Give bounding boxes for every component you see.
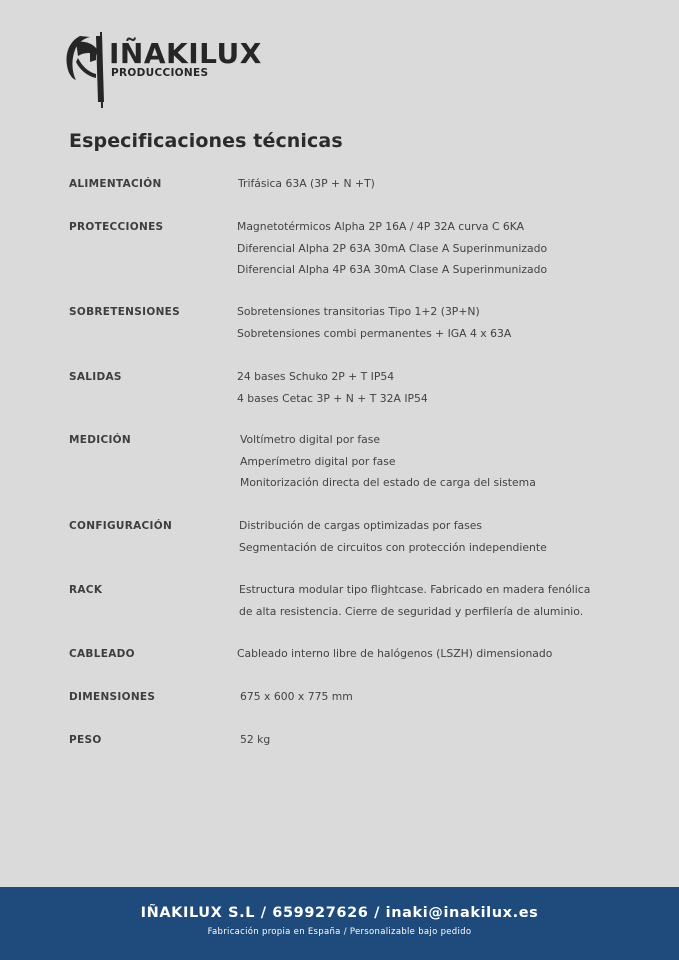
spec-label-medicion: MEDICIÓN [69,434,131,446]
brand-subtitle: PRODUCCIONES [111,67,209,79]
spec-values-alimentacion [238,177,375,199]
footer-bar [0,887,679,960]
spec-value-line: Estructura modular tipo flightcase. Fabricado en madera fenólica [239,583,591,596]
footer-contact: IÑAKILUX S.L / 659927626 / inaki@inakilux.es [140,905,539,921]
spec-value-line: de alta resistencia. Cierre de seguridad y perfilería de aluminio. [239,604,584,618]
brand-logo [62,30,302,108]
brand-name: IÑAKILUX [109,37,262,70]
spec-value-line: Trifásica 63A (3P + N +T) [238,177,375,190]
spec-value-line: Diferencial Alpha 4P 63A 30mA Clase A Superinmunizado [237,263,548,276]
spec-label-protecciones: PROTECCIONES [69,221,164,233]
spec-label-cableado: CABLEADO [69,648,135,660]
spec-label-sobretensiones: SOBRETENSIONES [69,306,180,318]
spec-value-line: Segmentación de circuitos con protección independiente [239,540,547,554]
spec-label-rack: RACK [69,584,103,596]
spec-label-salidas: SALIDAS [69,371,122,383]
spec-label-peso: PESO [69,734,102,746]
spec-value-line: Monitorización directa del estado de carga del sistema [240,476,536,489]
spec-values-medicion [240,433,536,498]
spec-label-alimentacion: ALIMENTACIÓN [69,178,162,190]
spec-value-line: 52 kg [240,733,271,746]
spec-value-line: Sobretensiones combi permanentes + IGA 4 x 63A [237,326,512,340]
footer-tagline: Fabricación propia en España / Personalizable bajo pedido [207,927,472,937]
spec-values-peso [240,733,270,755]
spec-value-line: Voltímetro digital por fase [240,433,381,446]
spec-value-line: Amperímetro digital por fase [240,454,396,468]
spec-value-line: Sobretensiones transitorias Tipo 1+2 (3P+N) [237,305,480,318]
spec-label-dimensiones: DIMENSIONES [69,691,156,703]
spec-values-protecciones [237,220,547,285]
spec-values-dimensiones [240,690,353,712]
spec-value-line: 675 x 600 x 775 mm [240,690,353,703]
spec-value-line: Magnetotérmicos Alpha 2P 16A / 4P 32A curva C 6KA [237,220,525,233]
spec-values-cableado [237,647,552,669]
spec-values-rack [239,583,590,626]
page-title: Especificaciones técnicas [69,130,343,152]
spec-label-configuracion: CONFIGURACIÓN [69,520,173,532]
spec-value-line: 4 bases Cetac 3P + N + T 32A IP54 [237,391,428,405]
spec-values-salidas [237,370,428,413]
spec-value-line: Distribución de cargas optimizadas por fases [239,519,483,532]
spec-value-line: Diferencial Alpha 2P 63A 30mA Clase A Superinmunizado [237,241,548,255]
lighthouse-logo-icon [62,30,116,108]
spec-values-configuracion [239,519,547,562]
spec-value-line: 24 bases Schuko 2P + T IP54 [237,370,395,383]
spec-value-line: Cableado interno libre de halógenos (LSZH) dimensionado [237,647,553,660]
spec-values-sobretensiones [237,305,511,348]
